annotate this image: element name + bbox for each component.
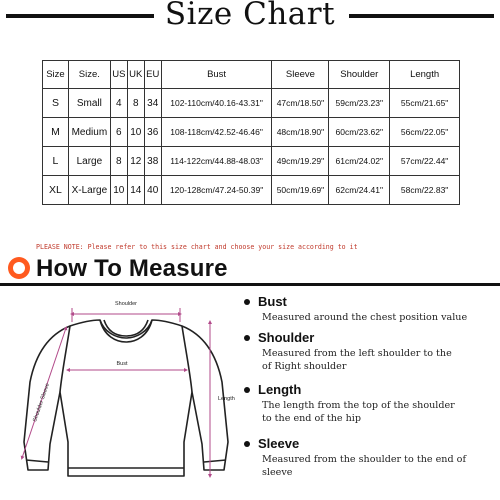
orange-circle-icon — [8, 257, 30, 279]
cell-uk: 14 — [127, 176, 144, 205]
cell-eu: 38 — [144, 147, 161, 176]
cell-eu: 40 — [144, 176, 161, 205]
header-eu: EU — [144, 61, 161, 89]
cell-size-name: Medium — [68, 118, 110, 147]
header-uk: UK — [127, 61, 144, 89]
legend-name: Length — [258, 382, 302, 397]
legend-item-bust — [244, 294, 496, 324]
diagram-label-length: Length — [218, 396, 235, 402]
title-bar-right — [349, 14, 494, 18]
cell-bust: 114-122cm/44.88-48.03" — [161, 147, 272, 176]
cell-uk: 8 — [127, 89, 144, 118]
bullet-icon — [244, 299, 250, 305]
cell-size: S — [43, 89, 69, 118]
header-size-name: Size. — [68, 61, 110, 89]
cell-size: XL — [43, 176, 69, 205]
table-row — [43, 118, 460, 147]
cell-us: 4 — [110, 89, 127, 118]
header-sleeve: Sleeve — [272, 61, 329, 89]
cell-uk: 12 — [127, 147, 144, 176]
table-row — [43, 89, 460, 118]
cell-us: 10 — [110, 176, 127, 205]
legend-desc: Measured from the shoulder to the end of sleeve — [262, 454, 466, 478]
legend-name: Bust — [258, 294, 287, 309]
diagram-label-sleeve: Shoulder Sleeve — [32, 382, 52, 423]
header-shoulder: Shoulder — [329, 61, 390, 89]
legend-name: Sleeve — [258, 436, 300, 451]
how-to-measure-title: How To Measure — [36, 255, 228, 282]
cell-size: M — [43, 118, 69, 147]
sweatshirt-svg — [10, 292, 250, 498]
cell-length: 57cm/22.44" — [390, 147, 460, 176]
table-row — [43, 176, 460, 205]
legend-item-length — [244, 382, 496, 425]
legend-desc: Measured from the left shoulder to the of Right shoulder — [262, 348, 452, 372]
header-us: US — [110, 61, 127, 89]
legend-desc: The length from the top of the shoulder to the end of the hip — [262, 400, 455, 424]
cell-shoulder: 59cm/23.23" — [329, 89, 390, 118]
size-table — [42, 60, 460, 205]
how-to-measure-heading — [0, 255, 500, 281]
header-bust: Bust — [161, 61, 272, 89]
legend-item-sleeve — [244, 436, 496, 479]
bullet-icon — [244, 441, 250, 447]
cell-size-name: Small — [68, 89, 110, 118]
header-size: Size — [43, 61, 69, 89]
sweatshirt-icon — [24, 320, 228, 476]
diagram-label-shoulder: Shoulder — [114, 301, 138, 307]
size-notice: PLEASE NOTE: Please refer to this size chart and choose your size according to it — [36, 243, 358, 251]
table-header-row — [43, 61, 460, 89]
title-row — [0, 0, 500, 36]
cell-length: 58cm/22.83" — [390, 176, 460, 205]
cell-sleeve: 49cm/19.29" — [272, 147, 329, 176]
cell-eu: 36 — [144, 118, 161, 147]
cell-sleeve: 50cm/19.69" — [272, 176, 329, 205]
cell-size: L — [43, 147, 69, 176]
page-title: Size Chart — [164, 0, 336, 32]
cell-shoulder: 61cm/24.02" — [329, 147, 390, 176]
legend-desc: Measured around the chest position value — [262, 312, 468, 323]
heading-underline — [0, 283, 500, 286]
cell-us: 8 — [110, 147, 127, 176]
cell-us: 6 — [110, 118, 127, 147]
cell-sleeve: 48cm/18.90" — [272, 118, 329, 147]
cell-bust: 120-128cm/47.24-50.39" — [161, 176, 272, 205]
cell-shoulder: 62cm/24.41" — [329, 176, 390, 205]
cell-length: 55cm/21.65" — [390, 89, 460, 118]
cell-size-name: Large — [68, 147, 110, 176]
cell-bust: 102-110cm/40.16-43.31" — [161, 89, 272, 118]
cell-length: 56cm/22.05" — [390, 118, 460, 147]
cell-eu: 34 — [144, 89, 161, 118]
cell-shoulder: 60cm/23.62" — [329, 118, 390, 147]
cell-uk: 10 — [127, 118, 144, 147]
shoulder-measure-line — [72, 308, 180, 322]
bullet-icon — [244, 335, 250, 341]
legend-item-shoulder — [244, 330, 496, 373]
header-length: Length — [390, 61, 460, 89]
legend-name: Shoulder — [258, 330, 315, 345]
cell-size-name: X-Large — [68, 176, 110, 205]
table-row — [43, 147, 460, 176]
diagram-label-bust: Bust — [116, 361, 128, 367]
sweatshirt-diagram — [10, 292, 250, 498]
cell-bust: 108-118cm/42.52-46.46" — [161, 118, 272, 147]
cell-sleeve: 47cm/18.50" — [272, 89, 329, 118]
bullet-icon — [244, 387, 250, 393]
